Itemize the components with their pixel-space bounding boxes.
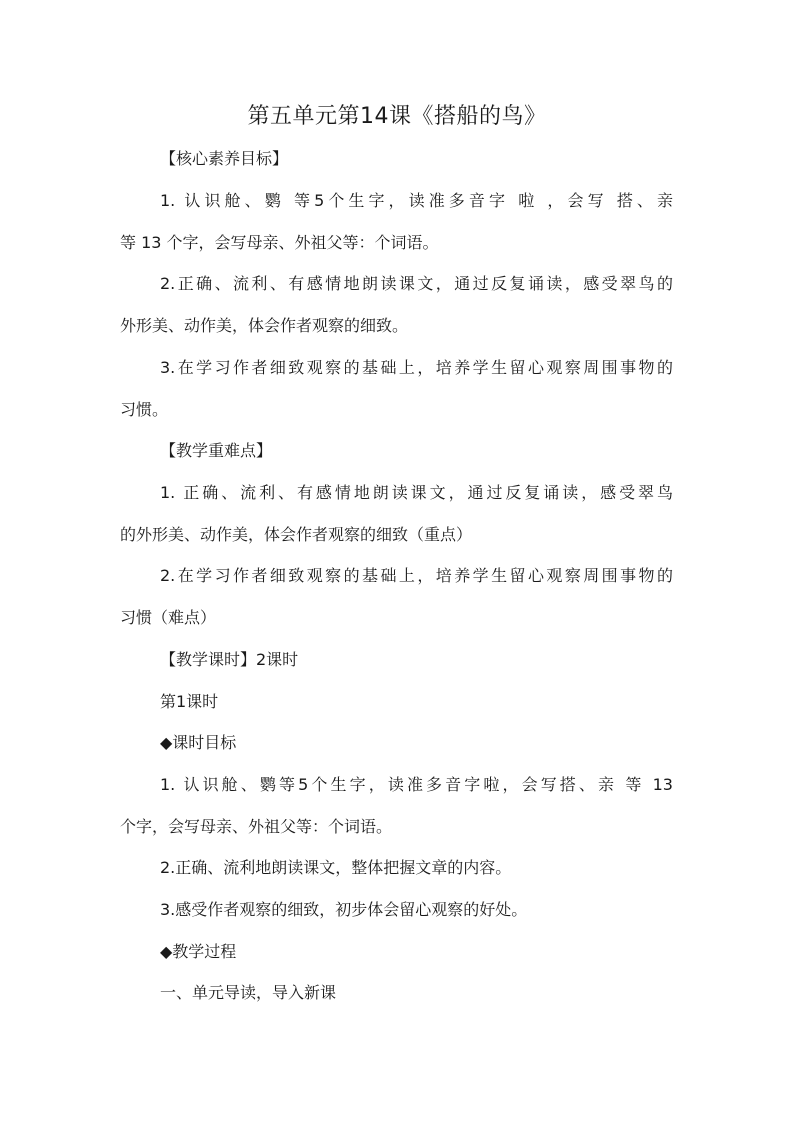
key-point-2-line-2: 习惯（难点） [120, 608, 217, 627]
heading-class-hours: 【教学课时】2课时 [160, 650, 299, 669]
lesson-goal-1-line-2: 个字，会写母亲、外祖父等：个词语。 [120, 817, 393, 836]
core-goal-2-line-1: 2.正确、流利、有感情地朗读课文，通过反复诵读，感受翠鸟的 [160, 274, 673, 293]
key-point-1-line-2: 的外形美、动作美，体会作者观察的细致（重点） [120, 525, 473, 544]
lesson-goal-1-line-1: 1. 认识舱、鹦等5个生字，读准多音字啦，会写搭、亲 等 13 [160, 775, 673, 794]
lesson-1-label: 第1课时 [160, 692, 219, 711]
key-point-1-line-1: 1. 正确、流利、有感情地朗读课文，通过反复诵读，感受翠鸟 [160, 483, 673, 502]
core-goal-2-line-2: 外形美、动作美，体会作者观察的细致。 [120, 316, 409, 335]
core-goal-3-line-2: 习惯。 [120, 400, 169, 419]
heading-teaching-process: ◆教学过程 [160, 942, 237, 961]
process-step-1: 一、单元导读，导入新课 [160, 983, 337, 1002]
core-goal-3-line-1: 3.在学习作者细致观察的基础上，培养学生留心观察周围事物的 [160, 358, 673, 377]
key-point-2-line-1: 2.在学习作者细致观察的基础上，培养学生留心观察周围事物的 [160, 566, 673, 585]
heading-lesson-goals: ◆课时目标 [160, 733, 237, 752]
heading-key-points: 【教学重难点】 [160, 441, 273, 460]
core-goal-1-line-2: 等 13 个字，会写母亲、外祖父等：个词语。 [120, 233, 439, 252]
document-title: 第五单元第14课《搭船的鸟》 [247, 104, 547, 129]
lesson-goal-3: 3.感受作者观察的细致，初步体会留心观察的好处。 [160, 900, 528, 919]
core-goal-1-line-1: 1. 认识舱、鹦 等5个生字，读准多音字 啦 ，会写 搭、亲 [160, 191, 673, 210]
heading-core-goals: 【核心素养目标】 [160, 149, 289, 168]
lesson-goal-2: 2.正确、流利地朗读课文，整体把握文章的内容。 [160, 858, 512, 877]
